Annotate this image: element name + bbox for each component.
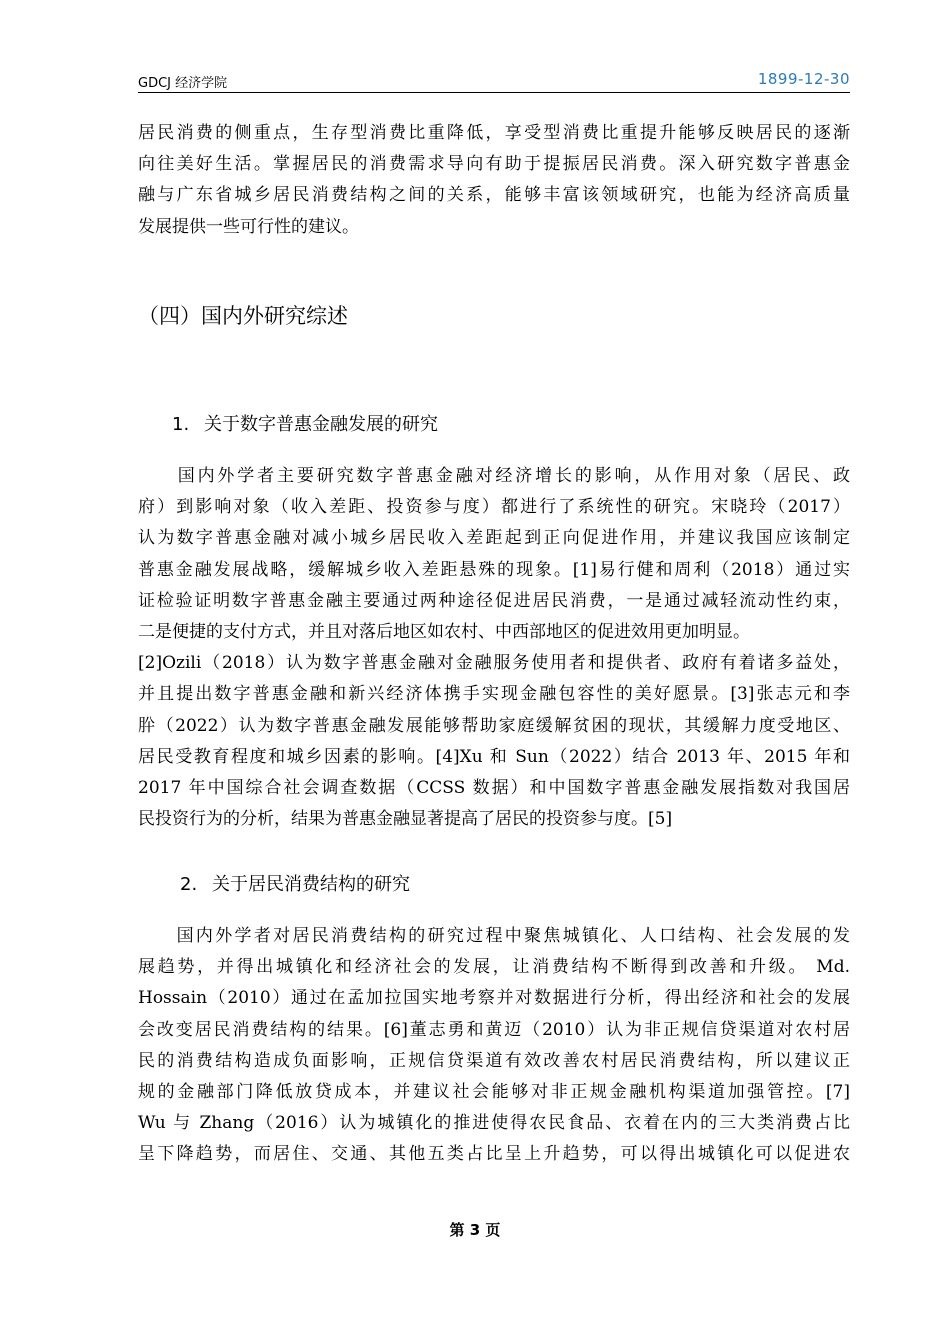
paragraph-inclusive-finance bbox=[138, 461, 850, 835]
text-line: 居民消费的侧重点，生存型消费比重降低，享受型消费比重提升能够反映居民的逐渐 bbox=[138, 123, 850, 143]
text-line: 会改变居民消费结构的结果。[6]董志勇和黄迈（2010）认为非正规信贷渠道对农村居 bbox=[138, 1019, 850, 1040]
subsection-heading-2 bbox=[180, 870, 410, 896]
text-line: 向往美好生活。掌握居民的消费需求导向有助于提振居民消费。深入研究数字普惠金 bbox=[138, 154, 850, 175]
text-line: Wu 与 Zhang（2016）认为城镇化的推进使得农民食品、衣着在内的三大类消费占比 bbox=[138, 1113, 850, 1134]
subsection-heading-1 bbox=[172, 410, 438, 436]
page-header bbox=[138, 70, 850, 93]
section-heading: （四）国内外研究综述 bbox=[138, 304, 348, 328]
subsection-number: 1. bbox=[172, 414, 190, 435]
text-line: 府）到影响对象（收入差距、投资参与度）都进行了系统性的研究。宋晓玲（2017） bbox=[138, 497, 850, 518]
text-line: 国内外学者主要研究数字普惠金融对经济增长的影响，从作用对象（居民、政 bbox=[138, 466, 850, 486]
text-line: 认为数字普惠金融对减小城乡居民收入差距起到正向促进作用，并建议我国应该制定 bbox=[138, 528, 850, 549]
text-line: 民的消费结构造成负面影响，正规信贷渠道有效改善农村居民消费结构，所以建议正 bbox=[138, 1050, 850, 1071]
text-line: 民投资行为的分析，结果为普惠金融显著提高了居民的投资参与度。[5] bbox=[138, 809, 673, 830]
header-date: 1899-12-30 bbox=[757, 70, 850, 88]
paragraph-consumption-structure bbox=[138, 921, 850, 1171]
text-line: 2017 年中国综合社会调查数据（CCSS 数据）和中国数字普惠金融发展指数对我国居 bbox=[138, 778, 850, 799]
header-institution: GDCJ 经济学院 bbox=[138, 76, 228, 91]
text-line: [2]Ozili（2018）认为数字普惠金融对金融服务使用者和提供者、政府有着诸多益处， bbox=[138, 653, 850, 674]
subsection-title: 关于数字普惠金融发展的研究 bbox=[204, 414, 438, 435]
text-line: 融与广东省城乡居民消费结构之间的关系，能够丰富该领域研究，也能为经济高质量 bbox=[138, 185, 850, 206]
text-line: 规的金融部门降低放贷成本，并建议社会能够对非正规金融机构渠道加强管控。[7] bbox=[138, 1082, 850, 1103]
text-line: 呈下降趋势，而居住、交通、其他五类占比呈上升趋势，可以得出城镇化可以促进农 bbox=[138, 1144, 850, 1165]
text-line: 证检验证明数字普惠金融主要通过两种途径促进居民消费，一是通过减轻流动性约束， bbox=[138, 590, 850, 611]
text-line: 发展提供一些可行性的建议。 bbox=[138, 216, 359, 237]
text-line: 二是便捷的支付方式，并且对落后地区如农村、中西部地区的促进效用更加明显。 bbox=[138, 622, 750, 643]
page-number: 第 3 页 bbox=[449, 1221, 501, 1239]
text-line: 居民受教育程度和城乡因素的影响。[4]Xu 和 Sun（2022）结合 2013 年、2015 年和 bbox=[138, 746, 850, 767]
text-line: 普惠金融发展战略，缓解城乡收入差距悬殊的现象。[1]易行健和周利（2018）通过实 bbox=[138, 559, 850, 580]
text-line: 展趋势，并得出城镇化和经济社会的发展，让消费结构不断得到改善和升级。 Md. bbox=[138, 957, 850, 978]
subsection-number: 2. bbox=[180, 874, 198, 895]
text-line: 并且提出数字普惠金融和新兴经济体携手实现金融包容性的美好愿景。[3]张志元和李 bbox=[138, 684, 850, 705]
text-line: Hossain（2010）通过在孟加拉国实地考察并对数据进行分析，得出经济和社会的发展 bbox=[138, 988, 850, 1009]
intro-paragraph bbox=[138, 118, 850, 243]
subsection-title: 关于居民消费结构的研究 bbox=[212, 874, 410, 895]
text-line: 肸（2022）认为数字普惠金融发展能够帮助家庭缓解贫困的现状，其缓解力度受地区、 bbox=[138, 715, 850, 736]
text-line: 国内外学者对居民消费结构的研究过程中聚焦城镇化、人口结构、社会发展的发 bbox=[138, 926, 850, 946]
